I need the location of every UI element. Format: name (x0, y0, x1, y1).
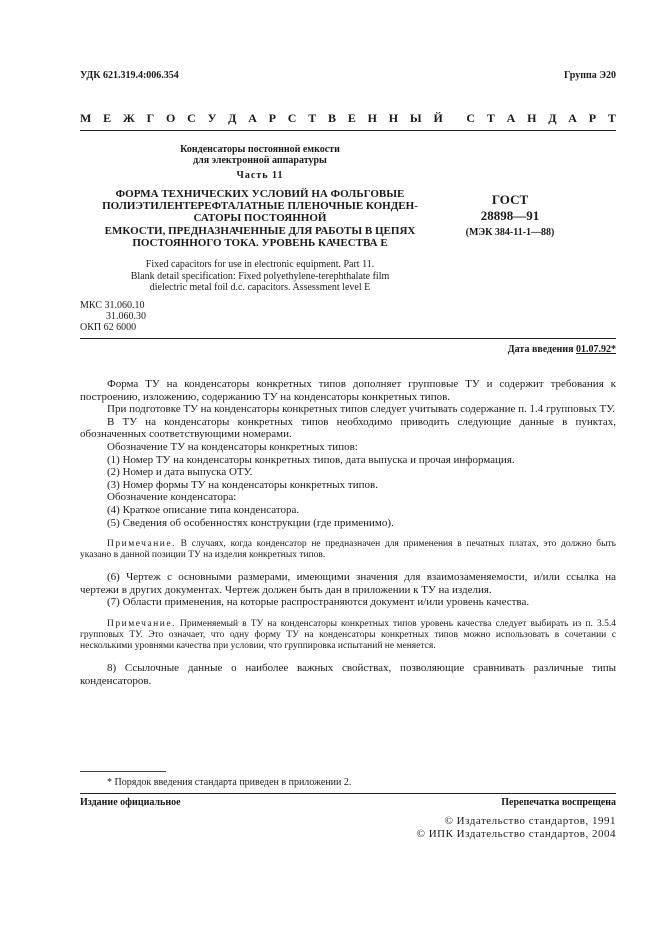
copyright-line: © Издательство стандартов, 1991 (444, 815, 616, 827)
intro-date-label: Дата введения (507, 344, 576, 355)
english-line: Blank detail specification: Fixed polyethylene-terephthalate film (130, 270, 390, 282)
heading-letter: Н (367, 111, 377, 125)
note-label: Примечание. (107, 539, 176, 550)
heading-letter: Е (103, 111, 112, 125)
udk-code: УДК 621.319.4:006.354 (80, 70, 179, 81)
paragraph: Форма ТУ на конденсаторы конкретных типов дополняет групповые ТУ и содержит требования к построению, изложению, содержанию ТУ на конденсаторы конкретных типов. (80, 378, 616, 403)
mks-code-2: 31.060.30 (106, 311, 146, 322)
list-item: (3) Номер формы ТУ на конденсаторы конкретных типов. (107, 478, 378, 491)
heading-letter: Р (588, 111, 597, 125)
title-line: ЕМКОСТИ, ПРЕДНАЗНАЧЕННЫЕ ДЛЯ РАБОТЫ В ЦЕПЯХ (104, 224, 416, 237)
footer-divider (80, 793, 616, 794)
note-1 (80, 539, 616, 561)
heading-letter: Р (268, 111, 276, 125)
gost-number: 28898—91 (480, 208, 540, 223)
heading-letter: А (568, 111, 577, 125)
heading-letter: Г (146, 111, 155, 125)
paragraph: В ТУ на конденсаторы конкретных типов необходимо приводить следующие данные в пунктах, обозначенных соответствующими номерами. (80, 415, 616, 441)
okp-code: ОКП 62 6000 (80, 322, 137, 333)
list-item: 8) Ссылочные данные о наиболее важных свойствах, позволяющие сравнивать различные типы конденсаторов. (80, 661, 616, 687)
footnote-divider (80, 771, 166, 772)
list-item: (7) Области применения, на которые распространяются документ и/или уровень качества. (107, 596, 530, 609)
group-code: Группа Э20 (564, 70, 616, 81)
title-line: ФОРМА ТЕХНИЧЕСКИХ УСЛОВИЙ НА ФОЛЬГОВЫЕ (115, 188, 405, 200)
iec-reference: (МЭК 384-11-1—88) (465, 227, 555, 238)
note-text: В случаях, когда конденсатор не предназначен для применения в печатных платах, это должно быть указано в данной позиции ТУ на изделия конкретных типов. (80, 539, 616, 561)
title-line: САТОРЫ ПОСТОЯННОЙ (193, 212, 327, 225)
heading-letter: С (466, 111, 476, 125)
english-line: Fixed capacitors for use in electronic equipment. Part 11. (145, 259, 375, 270)
mks-code: МКС 31.060.10 (80, 300, 145, 311)
category-line-2: для электронной аппаратуры (193, 155, 327, 166)
standard-category (130, 144, 390, 166)
heading-letter: Д (228, 111, 237, 125)
list-item: (1) Номер ТУ на конденсаторы конкретных типов, дата выпуска и прочая информация. (107, 453, 515, 466)
heading-letter: Т (308, 111, 317, 125)
heading-letter: Ж (122, 111, 135, 125)
document-body (80, 378, 616, 687)
english-line: dielectric metal foil d.c. capacitors. Assessment level E (149, 282, 371, 293)
heading-letter: Т (607, 111, 616, 125)
paragraph: При подготовке ТУ на конденсаторы конкретных типов следует учитывать содержание п. 1.4 групповых ТУ. (107, 403, 615, 416)
heading-letter: У (207, 111, 217, 125)
footnote: * Порядок введения стандарта приведен в приложении 2. (107, 777, 352, 788)
reprint-prohibited: Перепечатка воспрещена (501, 797, 616, 808)
list-item: (4) Краткое описание типа конденсатора. (107, 503, 300, 516)
header-divider (80, 130, 616, 131)
heading-letter: Й (433, 111, 443, 125)
official-edition: Издание официальное (80, 797, 181, 808)
part-number: Часть 11 (236, 170, 284, 181)
gost-label: ГОСТ (491, 192, 529, 207)
heading-letter: Ы (409, 111, 422, 125)
list-item: (6) Чертеж с основными размерами, имеющими значения для взаимозаменяемости, и/или ссылка на чертежи в других документах. Чертеж должен быть дан в приложении к ТУ на изделия. (80, 571, 616, 596)
heading-letter: Т (486, 111, 495, 125)
copyright-block (417, 815, 616, 841)
document-title (80, 188, 440, 249)
intro-date-value: 01.07.92* (576, 344, 616, 355)
english-title (80, 259, 440, 294)
title-line: ПОЛИЭТИЛЕНТЕРЕФТАЛАТНЫЕ ПЛЕНОЧНЫЕ КОНДЕН- (102, 200, 418, 213)
heading-letter: Е (347, 111, 356, 125)
paragraph: Обозначение конденсатора: (107, 491, 237, 504)
heading-letter: Н (527, 111, 537, 125)
note-label: Примечание. (107, 618, 176, 629)
heading-letter: Д (548, 111, 557, 125)
heading-letter: В (328, 111, 337, 125)
heading-letter: А (506, 111, 516, 125)
heading-letter: А (248, 111, 257, 125)
category-line-1: Конденсаторы постоянной емкости (180, 144, 340, 155)
heading-letter: С (287, 111, 297, 125)
heading-letter: С (187, 111, 196, 125)
list-item: (5) Сведения об особенностях конструкции (где применимо). (107, 516, 394, 529)
note-2 (80, 619, 616, 652)
paragraph: Обозначение ТУ на конденсаторы конкретных типов: (107, 440, 358, 453)
codes-divider (80, 338, 616, 339)
introduction-date (508, 344, 616, 355)
classification-codes (80, 300, 146, 333)
heading-letter: Н (388, 111, 399, 125)
title-line: ПОСТОЯННОГО ТОКА. УРОВЕНЬ КАЧЕСТВА Е (132, 236, 388, 249)
copyright-line: © ИПК Издательство стандартов, 2004 (416, 828, 616, 840)
note-text: Применяемый в ТУ на конденсаторы конкретных типов уровень качества следует выбирать из п. 3.5.4 групповых ТУ. Это означает, что одну форму ТУ на конденсаторы конкретных типов можно использовать в сочетании с несколькими уровнями качества при условии, что группировка испытаний не меняется. (80, 618, 616, 651)
list-item: (2) Номер и дата выпуска ОТУ. (107, 466, 253, 479)
standard-type-heading (80, 111, 616, 126)
heading-letter: О (165, 111, 176, 125)
heading-letter: М (80, 111, 92, 125)
gost-designation (450, 192, 570, 224)
